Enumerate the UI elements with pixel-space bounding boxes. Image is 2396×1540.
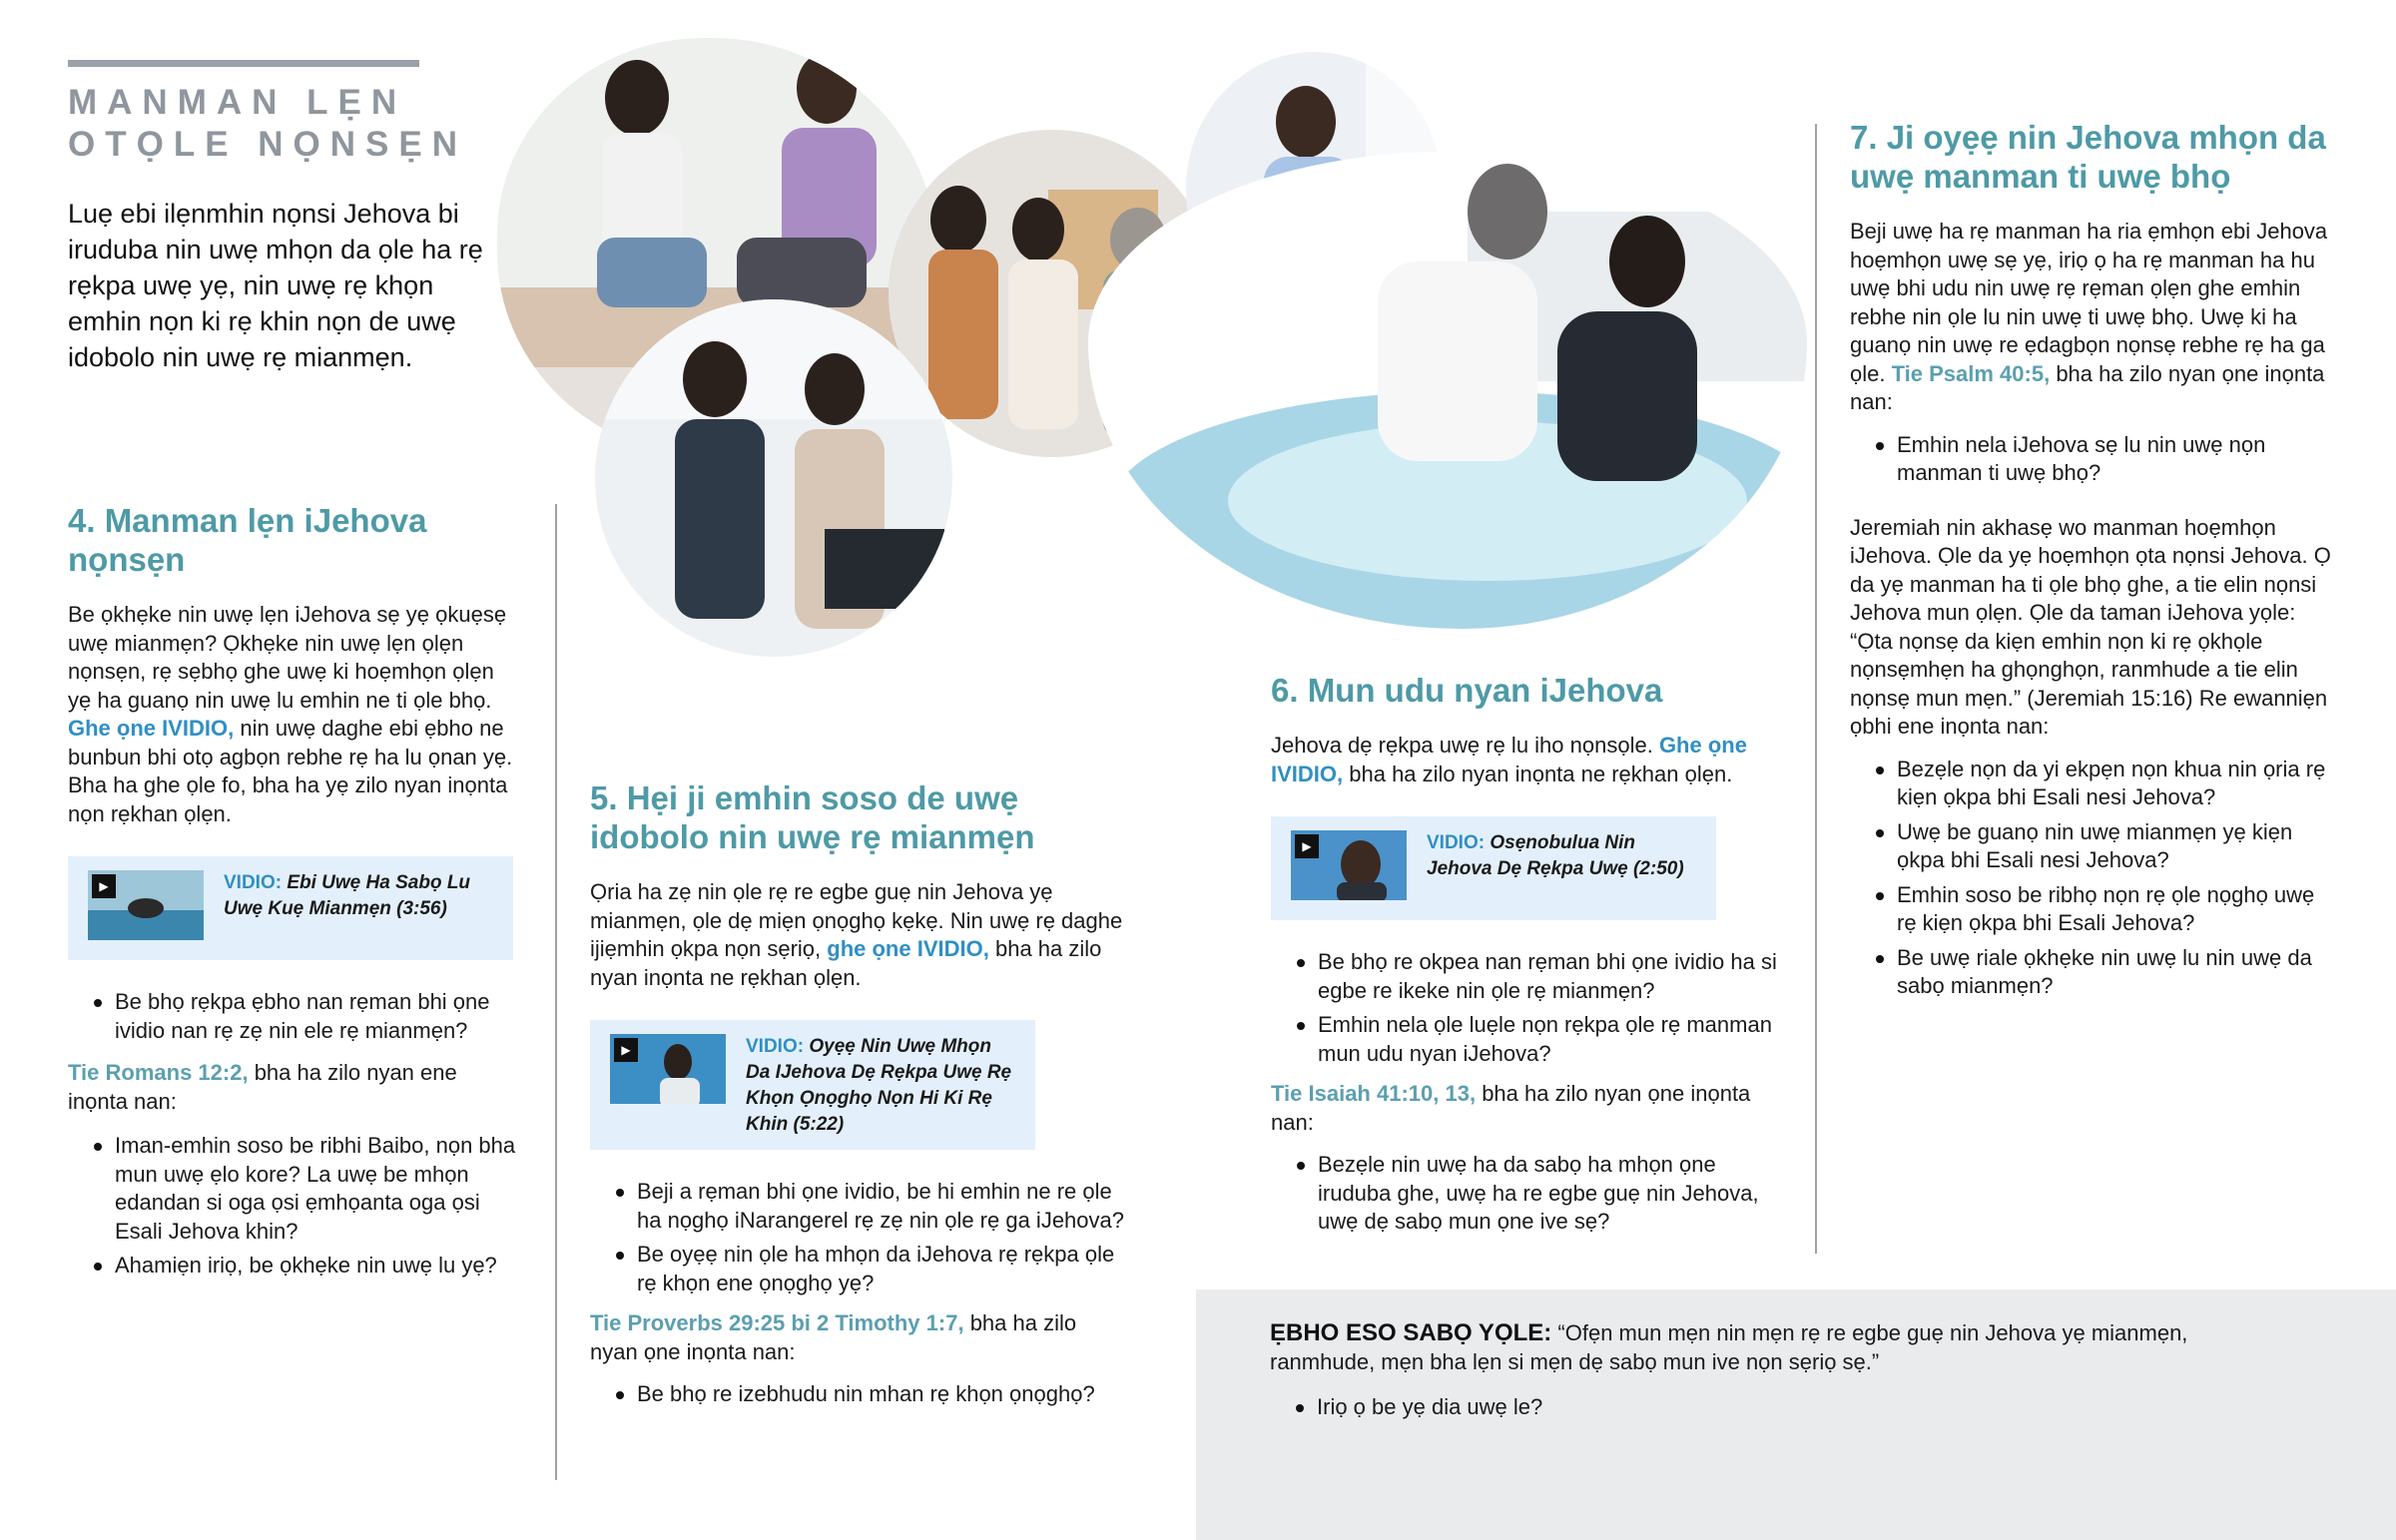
list-item: Uwẹ be guanọ nin uwẹ mianmẹn yẹ kiẹn ọkpa bhi Esali nesi Jehova? [1850, 818, 2331, 875]
list-item: Be oyẹẹ nin ọle ha mhọn da iJehova rẹ rẹkpa ọle rẹ khọn ene ọnọghọ yẹ? [590, 1241, 1129, 1297]
list-item: Iriọ ọ be yẹ dia uwẹ le? [1270, 1393, 2168, 1422]
section-6-text: Jehova dẹ rẹkpa uwẹ rẹ lu iho nọnsọle. [1271, 733, 1653, 758]
play-icon[interactable]: ▶ [614, 1038, 638, 1062]
list-item: Iman-emhin soso be ribhi Baibo, nọn bha mun uwẹ ẹlo kore? La uwẹ be mhọn edandan si oga ọsi ẹmhọanta oga ọsi Esali Jehova khin? [68, 1132, 519, 1246]
list-item: Emhin nela iJehova sẹ lu nin uwẹ nọn manman ti uwẹ bhọ? [1850, 431, 2331, 488]
section-4-video-link[interactable]: Ghe ọne IVIDIO, [68, 716, 235, 741]
column-divider-2 [1815, 124, 1817, 1254]
lead-paragraph: Luẹ ebi ilẹnmhin nọnsi Jehova bi iruduba nin uwẹ mhọn da ọle ha rẹ rẹkpa uwẹ yẹ, nin uwẹ rẹ khọn emhin nọn ki rẹ khin nọn de uwẹ idobolo nin uwẹ rẹ mianmẹn. [68, 199, 483, 372]
section-6-paragraph [1271, 732, 1790, 788]
section-4-text: Be ọkhẹke nin uwẹ lẹn iJehova sẹ yẹ ọkuẹsẹ uwẹ mianmẹn? Ọkhẹke nin uwẹ lẹn ọlẹn nọnsẹn, rẹ sẹbhọ ghe uwẹ ki hoẹmhọn ọlẹn yẹ ha guanọ nin uwẹ lu emhin ne ti ọle bhọ. [68, 602, 507, 713]
section-4-ref-rest: bha ha zilo nyan ene inọnta nan: [68, 1060, 457, 1114]
section-6-title: 6. Mun udu nyan iJehova [1271, 672, 1663, 709]
section-7-text-rest: bha ha zilo nyan ọne inọnta nan: [1850, 360, 2325, 414]
list-item: Be bhọ rẹkpa ẹbho nan rẹman bhi ọne ividio nan rẹ zẹ nin ele rẹ mianmẹn? [68, 988, 519, 1045]
section-6-video-title: Osẹnobulua Nin Jehova Dẹ Rẹkpa Uwẹ (2:50) [1427, 832, 1684, 879]
list-item: Emhin nela ọle luẹle nọn rẹkpa ọle rẹ manman mun udu nyan iJehova? [1271, 1011, 1790, 1068]
section-6-ref-rest: bha ha zilo nyan ọne inọnta nan: [1271, 1081, 1751, 1135]
section-4-questions-a [68, 988, 519, 1045]
section-4-questions-b [68, 1132, 519, 1281]
section-4-title: 4. Manman lẹn iJehova nọnsẹn [68, 502, 427, 578]
section-5-video-caption [746, 1034, 1019, 1138]
section-4-video-caption [224, 870, 497, 922]
section-5-paragraph [590, 878, 1129, 992]
video-label: VIDIO: [1427, 832, 1486, 853]
section-6-scripture-link[interactable]: Tie Isaiah 41:10, 13, [1271, 1081, 1477, 1106]
section-4-paragraph [68, 601, 519, 828]
kicker-rule [68, 60, 419, 67]
section-4-video-card[interactable] [68, 856, 513, 960]
section-5-questions-a [590, 1178, 1129, 1297]
section-7-paragraph-2: Jeremiah nin akhasẹ wo manman hoẹmhọn iJehova. Ọle da yẹ hoẹmhọn ọta nọnsi Jehova. Ọ da yẹ manman ha ti ọle bhọ ghe, a tie elin nọnsi Jehova mun ọlẹn. Ọle da taman iJehova yọle: “Ọta nọnsẹ da kiẹn emhin nọn ki rẹ ọkhọle nọnsẹmhẹn ha ghọnghọn, ranmhude a tie elin nọnsẹ mun mẹn.” (Jeremiah 15:16) Re ewanniẹn ọbhi ene inọnta nan: [1850, 514, 2331, 739]
list-item: Emhin soso be ribhọ nọn rẹ ọle nọghọ uwẹ rẹ kiẹn ọkpa bhi Esali Jehova? [1850, 881, 2331, 938]
section-4-reference [68, 1059, 519, 1116]
section-5-questions-b [590, 1380, 1129, 1409]
section-5-video-card[interactable] [590, 1020, 1035, 1150]
section-5-ref-rest: bha ha zilo nyan ọne inọnta nan: [590, 1310, 1077, 1364]
video-label: VIDIO: [746, 1036, 805, 1057]
list-item: Bezẹle nin uwẹ ha da sabọ ha mhọn ọne iruduba ghe, uwẹ ha re egbe guẹ nin Jehova, uwẹ dẹ sabọ mun ọne ive sẹ? [1271, 1151, 1790, 1237]
section-5 [590, 778, 1129, 1415]
list-item: Ahamiẹn iriọ, be ọkhẹke nin uwẹ lu yẹ? [68, 1252, 519, 1281]
kicker [68, 82, 467, 166]
section-5-scripture-link[interactable]: Tie Proverbs 29:25 bi 2 Timothy 1:7, [590, 1310, 964, 1335]
list-item: Be bhọ re izebhudu nin mhan rẹ khọn ọnọghọ? [590, 1380, 1129, 1409]
section-7-questions-a [1850, 431, 2331, 488]
section-5-text: Ọria ha zẹ nin ọle rẹ re egbe guẹ nin Jehova yẹ mianmẹn, ọle dẹ miẹn ọnọghọ kẹkẹ. Nin uwẹ rẹ daghe ijiẹmhin ọkpa nọn sẹriọ, [590, 879, 1123, 961]
section-5-video-title: Oyẹẹ Nin Uwẹ Mhọn Da IJehova Dẹ Rẹkpa Uwẹ Rẹ Khọn Ọnọghọ Nọn Hi Ki Rẹ Khin (5:22) [746, 1036, 1012, 1135]
video-label: VIDIO: [224, 872, 283, 893]
quote-text: “Ofẹn mun mẹn nin mẹn rẹ re egbe guẹ nin Jehova yẹ mianmẹn, ranmhude, mẹn bha lẹn si mẹn dẹ sabọ mun ive nọn sẹriọ sẹ.” [1270, 1320, 2188, 1374]
section-6-questions-b [1271, 1151, 1790, 1237]
illustration-cluster-right [1088, 52, 1807, 629]
list-item: Bezẹle nọn da yi ekpẹn nọn khua nin ọria rẹ kiẹn ọkpa bhi Esali nesi Jehova? [1850, 756, 2331, 812]
section-7 [1850, 118, 2331, 1007]
section-4-text-rest: nin uwẹ daghe ebi ẹbho ne bunbun bhi otọ agbọn rebhe rẹ ha lu ọnan yẹ. Bha ha ghe ọle fo, bha ha yẹ zilo nyan inọnta nọn rẹkhan ọlẹn. [68, 716, 513, 826]
section-5-video-thumbnail[interactable] [610, 1034, 726, 1104]
section-7-text: Beji uwẹ ha rẹ manman ha ria ẹmhọn ebi Jehova hoẹmhọn uwẹ sẹ yẹ, iriọ ọ ha rẹ manman ha hu uwẹ bhi udu nin uwẹ rẹ rẹman ọlẹn ghe emhin rebhe nin ọle lu nin uwẹ ti uwẹ bhọ. Uwẹ ki ha guanọ nin uwẹ re ẹdagbọn nọnsẹ rebhe rẹ ha ga ọle. [1850, 219, 2328, 386]
section-6-video-card[interactable] [1271, 816, 1716, 920]
section-5-reference [590, 1309, 1129, 1366]
section-6-questions-a [1271, 948, 1790, 1068]
section-5-title: 5. Hẹi ji emhin soso de uwẹ idobolo nin uwẹ rẹ mianmẹn [590, 779, 1035, 855]
section-4-video-thumbnail[interactable] [88, 870, 204, 940]
section-7-questions-b [1850, 756, 2331, 1001]
list-item: Beji a rẹman bhi ọne ividio, be hi emhin ne re ọle ha nọghọ iNarangerel rẹ zẹ nin ọle rẹ ga iJehova? [590, 1178, 1129, 1235]
kicker-line-1: MANMAN LẸN [68, 83, 407, 122]
list-item: Be uwẹ riale ọkhẹke nin uwẹ lu nin uwẹ da sabọ mianmẹn? [1850, 944, 2331, 1001]
section-6-video-link[interactable]: Ghe ọne IVIDIO, [1271, 733, 1747, 786]
play-icon[interactable]: ▶ [1295, 834, 1319, 858]
list-item: Be bhọ re okpea nan rẹman bhi ọne ividio ha si egbe re ikeke nin ọle rẹ mianmẹn? [1271, 948, 1790, 1005]
section-7-paragraph-1 [1850, 218, 2331, 417]
section-7-scripture-link[interactable]: Tie Psalm 40:5, [1891, 360, 2051, 386]
section-7-title: 7. Ji oyẹẹ nin Jehova mhọn da uwẹ manman ti uwẹ bhọ [1850, 119, 2326, 195]
section-5-video-link[interactable]: ghe ọne IVIDIO, [827, 936, 989, 961]
section-6-text-rest: bha ha zilo nyan inọnta ne rẹkhan ọlẹn. [1349, 761, 1733, 786]
section-5-text-rest: bha ha zilo nyan inọnta ne rẹkhan ọlẹn. [590, 936, 1102, 990]
section-6-video-thumbnail[interactable] [1291, 830, 1407, 900]
quote-label: ẸBHO ESO SABỌ YỌLE: [1270, 1319, 1552, 1346]
photo-workplace [595, 299, 952, 657]
column-divider-1 [555, 504, 557, 1480]
quote-paragraph [1270, 1319, 2268, 1376]
section-6-reference [1271, 1080, 1790, 1137]
section-6-video-caption [1427, 830, 1700, 882]
quote-questions [1270, 1393, 2168, 1428]
section-4-scripture-link[interactable]: Tie Romans 12:2, [68, 1060, 249, 1085]
play-icon[interactable]: ▶ [92, 874, 116, 898]
section-4 [68, 501, 519, 1286]
kicker-line-2: OTỌLE NỌNSẸN [68, 125, 468, 164]
quote-panel [1196, 1289, 2396, 1540]
photo-baptism [1088, 152, 1807, 629]
section-6 [1271, 671, 1790, 1243]
section-4-video-title: Ebi Uwẹ Ha Sabọ Lu Uwẹ Kuẹ Mianmẹn (3:56) [224, 872, 471, 919]
